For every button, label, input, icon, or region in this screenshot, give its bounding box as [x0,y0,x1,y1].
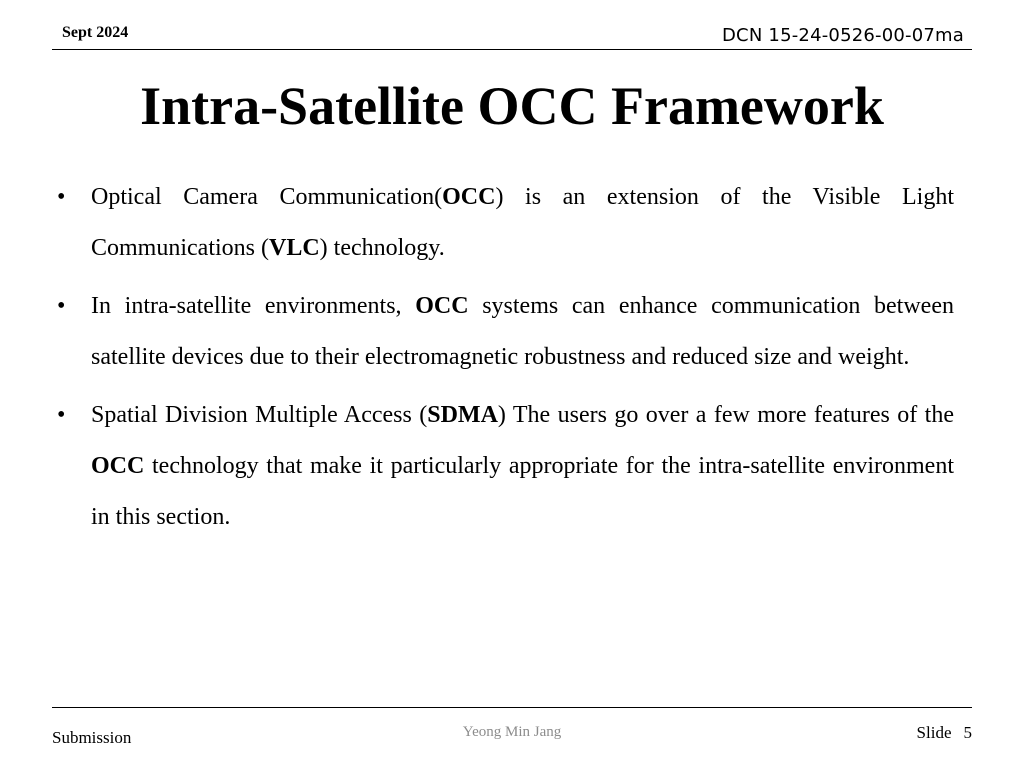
bullet-marker: • [57,402,66,428]
slide-number: 5 [963,723,972,742]
bullet-text: In intra-satellite environments, [91,293,416,319]
bullet-item-occ-definition [52,172,954,274]
bullet-text: ) is an extension of the Visible Light Communications ( [91,184,954,261]
bold-term-occ: OCC [442,184,496,210]
bullet-text: Spatial Division Multiple Access ( [91,402,428,428]
bold-term-occ: OCC [91,453,145,479]
bullet-item-sdma [52,390,954,543]
slide-label: Slide [916,723,952,742]
bullet-marker: • [57,184,66,210]
bullet-text: ) technology. [319,235,445,261]
slide-title: Intra-Satellite OCC Framework [140,76,884,136]
footer-submission: Submission [52,728,132,747]
bullet-text: systems can enhance communication between satellite devices due to their electromagnetic robustness and reduced size and weight. [91,293,954,370]
bullet-text: technology that make it particularly appropriate for the intra-satellite environment in this section. [91,453,954,530]
bullet-text: ) The users go over a few more features of the [497,402,954,428]
footer-slide-indicator [917,723,972,743]
bullet-marker: • [57,293,66,319]
footer-author: Yeong Min Jang [462,724,562,740]
bullet-item-intra-satellite [52,281,954,383]
bold-term-vlc: VLC [268,235,320,261]
header-date: Sept 2024 [62,24,129,41]
bullet-list [52,172,954,550]
bullet-text: Optical Camera Communication( [91,184,443,210]
header-rule [52,49,972,50]
bold-term-sdma: SDMA [427,402,498,428]
bold-term-occ: OCC [415,293,469,319]
footer-rule [52,707,972,708]
document-control-number: DCN 15-24-0526-00-07ma [722,25,964,46]
